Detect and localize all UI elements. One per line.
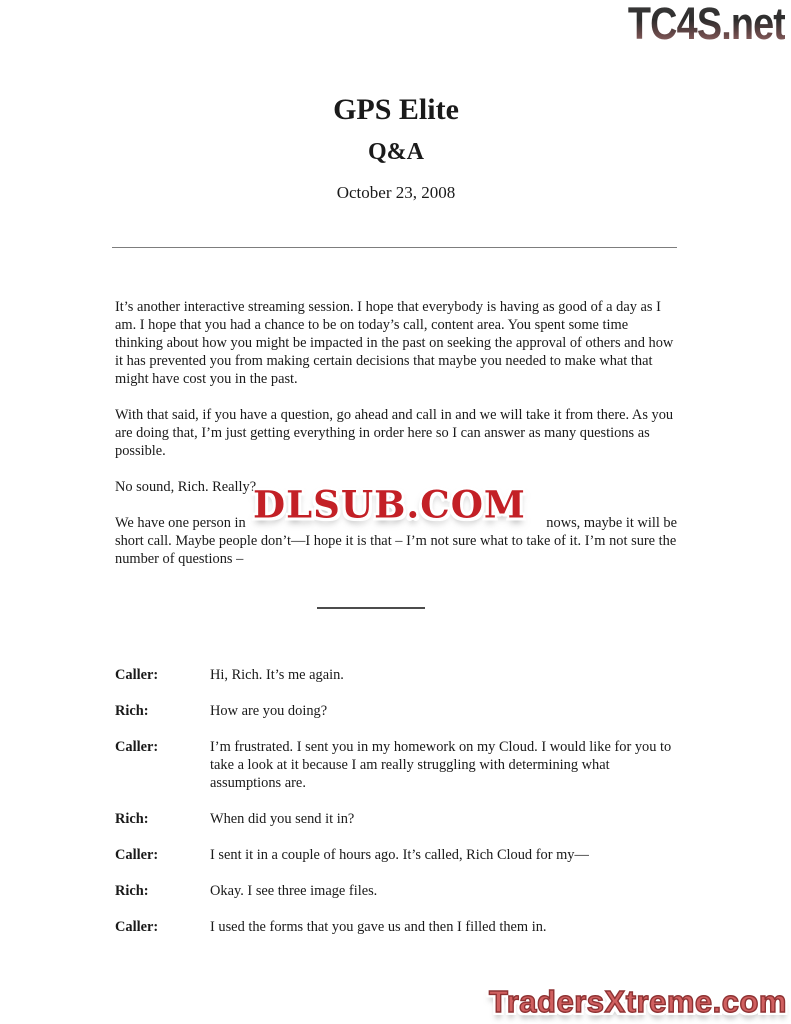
speaker-label: Caller: bbox=[115, 739, 159, 755]
dialogue-row bbox=[115, 918, 677, 936]
speaker-label: Caller: bbox=[115, 667, 159, 683]
dialogue-text: I used the forms that you gave us and then I filled them in. bbox=[210, 919, 547, 935]
paragraph-4-rest: short call. Maybe people don’t—I hope it is that – I’m not sure what to take of it. I’m not sure the number of questions – bbox=[115, 533, 677, 567]
dlsub-watermark: DLSUB.COM bbox=[253, 481, 526, 527]
section-divider-rule bbox=[317, 607, 425, 609]
page-date: October 23, 2008 bbox=[336, 183, 456, 202]
tc4s-logo: TC4S.net bbox=[627, 0, 785, 49]
paragraph-1: It’s another interactive streaming session. I hope that everybody is having as good of a day as I am. I hope that you had a chance to be on today’s call, content area. You spent some time thinking about how you might be impacted in the past on seeking the approval of others and how it has prevented you from making certain decisions that maybe you needed to make what that might have cost you in the past. bbox=[115, 299, 674, 387]
document-content bbox=[115, 0, 677, 954]
dialogue-text: I sent it in a couple of hours ago. It’s called, Rich Cloud for my— bbox=[210, 847, 589, 863]
dialogue-row bbox=[115, 666, 677, 684]
page-subtitle: Q&A bbox=[368, 139, 424, 165]
speaker-label: Rich: bbox=[115, 811, 149, 827]
dialogue-row bbox=[115, 738, 677, 792]
speaker-label: Caller: bbox=[115, 919, 159, 935]
header-divider-rule bbox=[112, 247, 677, 248]
dialogue-row bbox=[115, 846, 677, 864]
paragraph-3: No sound, Rich. Really? bbox=[115, 479, 257, 495]
dialogue-section bbox=[115, 666, 677, 936]
tradersxtreme-watermark: TradersXtreme.com bbox=[489, 984, 787, 1019]
title-block bbox=[115, 0, 677, 203]
dialogue-text: Okay. I see three image files. bbox=[210, 883, 378, 899]
dialogue-row bbox=[115, 810, 677, 828]
dialogue-row bbox=[115, 882, 677, 900]
dialogue-text: How are you doing? bbox=[210, 703, 328, 719]
dialogue-text: Hi, Rich. It’s me again. bbox=[210, 667, 344, 683]
paragraph-4-right-fragment: nows, maybe it will be bbox=[546, 515, 677, 531]
transcript-intro bbox=[115, 298, 677, 568]
dialogue-text: When did you send it in? bbox=[210, 811, 355, 827]
paragraph-2: With that said, if you have a question, go ahead and call in and we will take it from there. As you are doing that, I’m just getting everything in order here so I can answer as many questions as possible. bbox=[115, 407, 674, 459]
page-title: GPS Elite bbox=[333, 93, 459, 126]
speaker-label: Caller: bbox=[115, 847, 159, 863]
paragraph-4-left-fragment: We have one person in bbox=[115, 515, 246, 531]
dialogue-row bbox=[115, 702, 677, 720]
dialogue-text: I’m frustrated. I sent you in my homework on my Cloud. I would like for you to take a look at it because I am really struggling with determining what assumptions are. bbox=[210, 739, 672, 791]
speaker-label: Rich: bbox=[115, 883, 149, 899]
speaker-label: Rich: bbox=[115, 703, 149, 719]
